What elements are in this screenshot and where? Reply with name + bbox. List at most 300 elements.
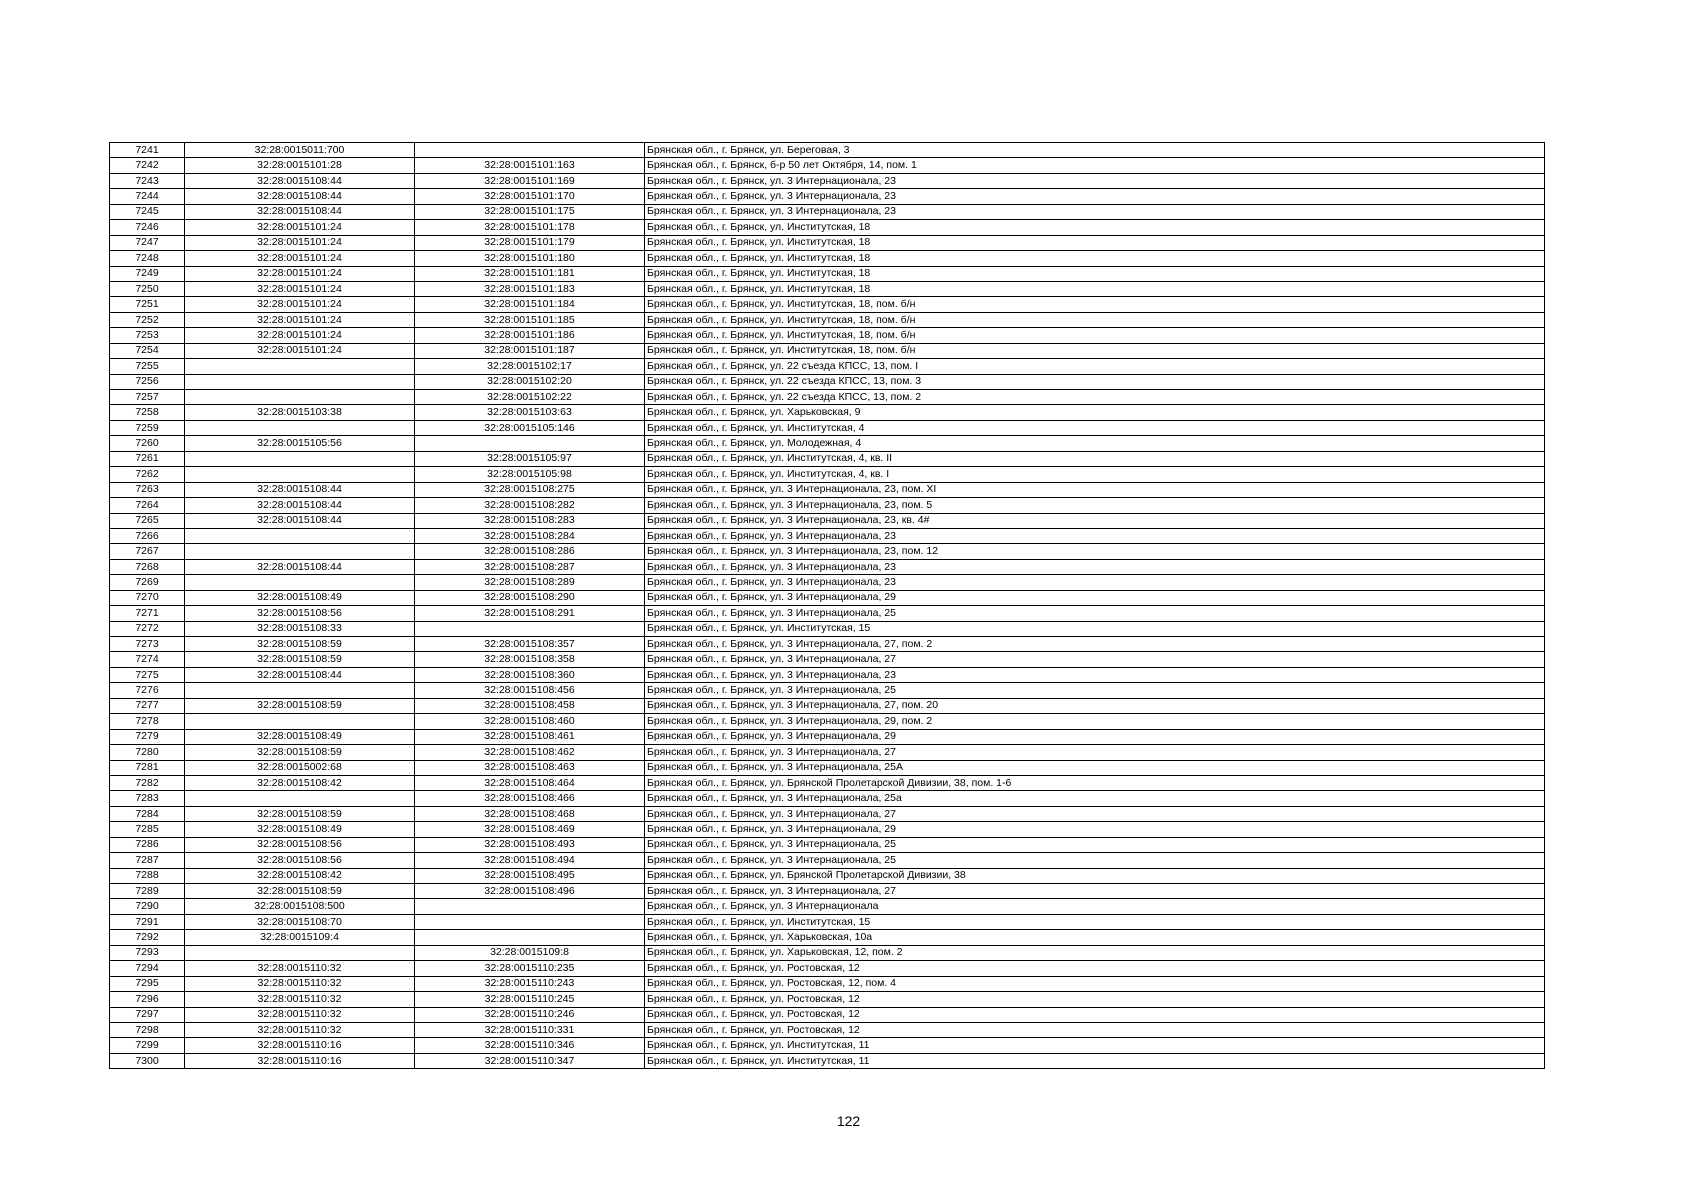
quarter-number-cell: 32:28:0015101:24	[185, 235, 415, 250]
row-number-cell: 7297	[110, 1007, 185, 1022]
quarter-number-cell: 32:28:0015108:44	[185, 513, 415, 528]
table-row	[110, 158, 1545, 173]
quarter-number-cell: 32:28:0015108:49	[185, 590, 415, 605]
row-number-cell: 7268	[110, 559, 185, 574]
table-row	[110, 698, 1545, 713]
row-number-cell: 7282	[110, 775, 185, 790]
address-cell: Брянская обл., г. Брянск, ул. Институтская, 18	[645, 220, 1545, 235]
table-row	[110, 806, 1545, 821]
cadastral-number-cell: 32:28:0015101:187	[415, 343, 645, 358]
cadastral-number-cell: 32:28:0015102:20	[415, 374, 645, 389]
cadastral-number-cell: 32:28:0015105:98	[415, 467, 645, 482]
cadastral-number-cell: 32:28:0015108:495	[415, 868, 645, 883]
table-row	[110, 961, 1545, 976]
cadastral-number-cell: 32:28:0015101:170	[415, 189, 645, 204]
row-number-cell: 7246	[110, 220, 185, 235]
row-number-cell: 7248	[110, 251, 185, 266]
cadastral-number-cell: 32:28:0015110:331	[415, 1022, 645, 1037]
row-number-cell: 7260	[110, 436, 185, 451]
row-number-cell: 7254	[110, 343, 185, 358]
address-cell: Брянская обл., г. Брянск, ул. 3 Интернационала, 27	[645, 806, 1545, 821]
table-row	[110, 498, 1545, 513]
quarter-number-cell	[185, 714, 415, 729]
quarter-number-cell: 32:28:0015101:24	[185, 251, 415, 266]
table-row	[110, 775, 1545, 790]
cadastral-number-cell: 32:28:0015108:493	[415, 837, 645, 852]
address-cell: Брянская обл., г. Брянск, ул. 3 Интернационала, 23, пом. 5	[645, 498, 1545, 513]
address-cell: Брянская обл., г. Брянск, ул. Харьковская, 12, пом. 2	[645, 945, 1545, 960]
table-row	[110, 482, 1545, 497]
row-number-cell: 7265	[110, 513, 185, 528]
address-cell: Брянская обл., г. Брянск, ул. Институтская, 15	[645, 621, 1545, 636]
row-number-cell: 7253	[110, 328, 185, 343]
address-cell: Брянская обл., г. Брянск, ул. Институтская, 18	[645, 281, 1545, 296]
address-cell: Брянская обл., г. Брянск, ул. Институтская, 18	[645, 251, 1545, 266]
quarter-number-cell: 32:28:0015110:32	[185, 976, 415, 991]
row-number-cell: 7247	[110, 235, 185, 250]
table-row	[110, 374, 1545, 389]
row-number-cell: 7289	[110, 884, 185, 899]
address-cell: Брянская обл., г. Брянск, ул. 22 съезда КПСС, 13, пом. 3	[645, 374, 1545, 389]
quarter-number-cell: 32:28:0015101:24	[185, 343, 415, 358]
row-number-cell: 7274	[110, 652, 185, 667]
address-cell: Брянская обл., г. Брянск, ул. Институтская, 18	[645, 235, 1545, 250]
cadastral-number-cell: 32:28:0015110:347	[415, 1053, 645, 1068]
row-number-cell: 7259	[110, 420, 185, 435]
quarter-number-cell: 32:28:0015108:44	[185, 482, 415, 497]
address-cell: Брянская обл., г. Брянск, ул. Институтская, 18, пом. б/н	[645, 297, 1545, 312]
quarter-number-cell: 32:28:0015101:24	[185, 297, 415, 312]
cadastral-number-cell: 32:28:0015108:275	[415, 482, 645, 497]
quarter-number-cell: 32:28:0015110:32	[185, 961, 415, 976]
table-row	[110, 266, 1545, 281]
table-row	[110, 559, 1545, 574]
table-row	[110, 436, 1545, 451]
quarter-number-cell: 32:28:0015108:59	[185, 806, 415, 821]
quarter-number-cell: 32:28:0015110:32	[185, 992, 415, 1007]
quarter-number-cell: 32:28:0015108:59	[185, 652, 415, 667]
register-body	[110, 143, 1545, 1069]
table-row	[110, 930, 1545, 945]
row-number-cell: 7283	[110, 791, 185, 806]
address-cell: Брянская обл., г. Брянск, ул. 3 Интернационала, 23	[645, 189, 1545, 204]
table-row	[110, 621, 1545, 636]
cadastral-number-cell: 32:28:0015110:346	[415, 1038, 645, 1053]
cadastral-number-cell: 32:28:0015108:289	[415, 575, 645, 590]
table-row	[110, 1022, 1545, 1037]
quarter-number-cell	[185, 945, 415, 960]
address-cell: Брянская обл., г. Брянск, ул. 3 Интернационала, 23	[645, 528, 1545, 543]
cadastral-number-cell: 32:28:0015108:357	[415, 637, 645, 652]
row-number-cell: 7269	[110, 575, 185, 590]
row-number-cell: 7296	[110, 992, 185, 1007]
table-row	[110, 637, 1545, 652]
address-cell: Брянская обл., г. Брянск, ул. Ростовская, 12, пом. 4	[645, 976, 1545, 991]
cadastral-number-cell: 32:28:0015108:466	[415, 791, 645, 806]
row-number-cell: 7256	[110, 374, 185, 389]
address-cell: Брянская обл., г. Брянск, ул. Институтская, 15	[645, 914, 1545, 929]
table-row	[110, 281, 1545, 296]
quarter-number-cell	[185, 451, 415, 466]
quarter-number-cell	[185, 544, 415, 559]
quarter-number-cell: 32:28:0015108:59	[185, 745, 415, 760]
row-number-cell: 7280	[110, 745, 185, 760]
cadastral-number-cell: 32:28:0015108:460	[415, 714, 645, 729]
row-number-cell: 7263	[110, 482, 185, 497]
row-number-cell: 7275	[110, 667, 185, 682]
quarter-number-cell	[185, 528, 415, 543]
table-row	[110, 451, 1545, 466]
address-cell: Брянская обл., г. Брянск, ул. 3 Интернационала, 23, пом. 12	[645, 544, 1545, 559]
cadastral-number-cell	[415, 143, 645, 158]
cadastral-number-cell: 32:28:0015101:185	[415, 312, 645, 327]
address-cell: Брянская обл., г. Брянск, ул. Береговая, 3	[645, 143, 1545, 158]
cadastral-number-cell: 32:28:0015101:178	[415, 220, 645, 235]
table-row	[110, 143, 1545, 158]
cadastral-number-cell: 32:28:0015108:464	[415, 775, 645, 790]
cadastral-number-cell: 32:28:0015108:496	[415, 884, 645, 899]
table-row	[110, 590, 1545, 605]
cadastral-number-cell: 32:28:0015108:462	[415, 745, 645, 760]
quarter-number-cell: 32:28:0015110:32	[185, 1007, 415, 1022]
address-cell: Брянская обл., г. Брянск, ул. 3 Интернационала, 23	[645, 204, 1545, 219]
table-row	[110, 390, 1545, 405]
quarter-number-cell: 32:28:0015108:49	[185, 822, 415, 837]
address-cell: Брянская обл., г. Брянск, ул. 22 съезда КПСС, 13, пом. I	[645, 359, 1545, 374]
row-number-cell: 7244	[110, 189, 185, 204]
row-number-cell: 7270	[110, 590, 185, 605]
address-cell: Брянская обл., г. Брянск, ул. 3 Интернационала, 27	[645, 652, 1545, 667]
cadastral-number-cell: 32:28:0015101:163	[415, 158, 645, 173]
quarter-number-cell	[185, 420, 415, 435]
cadastral-number-cell	[415, 914, 645, 929]
row-number-cell: 7292	[110, 930, 185, 945]
address-cell: Брянская обл., г. Брянск, ул. 3 Интернационала, 23, кв. 4#	[645, 513, 1545, 528]
row-number-cell: 7299	[110, 1038, 185, 1053]
cadastral-number-cell: 32:28:0015108:290	[415, 590, 645, 605]
address-cell: Брянская обл., г. Брянск, ул. Молодежная, 4	[645, 436, 1545, 451]
address-cell: Брянская обл., г. Брянск, ул. Ростовская, 12	[645, 1022, 1545, 1037]
table-row	[110, 853, 1545, 868]
row-number-cell: 7251	[110, 297, 185, 312]
quarter-number-cell: 32:28:0015101:24	[185, 220, 415, 235]
cadastral-number-cell: 32:28:0015108:286	[415, 544, 645, 559]
row-number-cell: 7290	[110, 899, 185, 914]
row-number-cell: 7278	[110, 714, 185, 729]
cadastral-number-cell: 32:28:0015108:468	[415, 806, 645, 821]
quarter-number-cell: 32:28:0015108:59	[185, 698, 415, 713]
address-cell: Брянская обл., г. Брянск, ул. Институтская, 18, пом. б/н	[645, 328, 1545, 343]
row-number-cell: 7252	[110, 312, 185, 327]
quarter-number-cell	[185, 575, 415, 590]
quarter-number-cell: 32:28:0015101:24	[185, 266, 415, 281]
page-number: 122	[836, 1113, 861, 1129]
address-cell: Брянская обл., г. Брянск, ул. Институтская, 4, кв. II	[645, 451, 1545, 466]
table-row	[110, 683, 1545, 698]
cadastral-number-cell: 32:28:0015101:186	[415, 328, 645, 343]
cadastral-number-cell: 32:28:0015108:291	[415, 606, 645, 621]
quarter-number-cell: 32:28:0015011:700	[185, 143, 415, 158]
address-cell: Брянская обл., г. Брянск, ул. 3 Интернационала, 25	[645, 606, 1545, 621]
cadastral-number-cell: 32:28:0015108:287	[415, 559, 645, 574]
address-cell: Брянская обл., г. Брянск, ул. Ростовская, 12	[645, 1007, 1545, 1022]
quarter-number-cell	[185, 390, 415, 405]
row-number-cell: 7266	[110, 528, 185, 543]
address-cell: Брянская обл., г. Брянск, ул. 3 Интернационала, 27, пом. 20	[645, 698, 1545, 713]
cadastral-number-cell: 32:28:0015110:243	[415, 976, 645, 991]
row-number-cell: 7277	[110, 698, 185, 713]
quarter-number-cell: 32:28:0015108:44	[185, 204, 415, 219]
table-row	[110, 899, 1545, 914]
cadastral-number-cell: 32:28:0015108:461	[415, 729, 645, 744]
table-row	[110, 652, 1545, 667]
table-row	[110, 868, 1545, 883]
table-row	[110, 1007, 1545, 1022]
row-number-cell: 7255	[110, 359, 185, 374]
row-number-cell: 7250	[110, 281, 185, 296]
address-cell: Брянская обл., г. Брянск, ул. 3 Интернационала, 25а	[645, 791, 1545, 806]
address-cell: Брянская обл., г. Брянск, ул. Институтская, 18	[645, 266, 1545, 281]
quarter-number-cell: 32:28:0015108:59	[185, 884, 415, 899]
row-number-cell: 7258	[110, 405, 185, 420]
row-number-cell: 7261	[110, 451, 185, 466]
cadastral-number-cell: 32:28:0015101:179	[415, 235, 645, 250]
table-row	[110, 189, 1545, 204]
quarter-number-cell: 32:28:0015108:42	[185, 775, 415, 790]
row-number-cell: 7267	[110, 544, 185, 559]
row-number-cell: 7288	[110, 868, 185, 883]
address-cell: Брянская обл., г. Брянск, ул. 3 Интернационала, 29	[645, 822, 1545, 837]
table-row	[110, 914, 1545, 929]
address-cell: Брянская обл., г. Брянск, ул. Институтская, 4, кв. I	[645, 467, 1545, 482]
cadastral-number-cell: 32:28:0015108:282	[415, 498, 645, 513]
cadastral-number-cell: 32:28:0015108:458	[415, 698, 645, 713]
address-cell: Брянская обл., г. Брянск, ул. 3 Интернационала	[645, 899, 1545, 914]
table-row	[110, 1053, 1545, 1068]
cadastral-number-cell	[415, 621, 645, 636]
quarter-number-cell: 32:28:0015108:42	[185, 868, 415, 883]
table-row	[110, 467, 1545, 482]
address-cell: Брянская обл., г. Брянск, ул. Харьковская, 9	[645, 405, 1545, 420]
cadastral-number-cell: 32:28:0015105:97	[415, 451, 645, 466]
address-cell: Брянская обл., г. Брянск, ул. 22 съезда КПСС, 13, пом. 2	[645, 390, 1545, 405]
row-number-cell: 7273	[110, 637, 185, 652]
address-cell: Брянская обл., г. Брянск, ул. 3 Интернационала, 27	[645, 745, 1545, 760]
table-row	[110, 714, 1545, 729]
cadastral-number-cell: 32:28:0015101:180	[415, 251, 645, 266]
cadastral-number-cell: 32:28:0015108:463	[415, 760, 645, 775]
cadastral-number-cell: 32:28:0015110:246	[415, 1007, 645, 1022]
table-row	[110, 220, 1545, 235]
table-row	[110, 945, 1545, 960]
cadastral-number-cell: 32:28:0015105:146	[415, 420, 645, 435]
address-cell: Брянская обл., г. Брянск, ул. Институтская, 18, пом. б/н	[645, 343, 1545, 358]
quarter-number-cell: 32:28:0015105:56	[185, 436, 415, 451]
cadastral-number-cell: 32:28:0015108:456	[415, 683, 645, 698]
quarter-number-cell	[185, 374, 415, 389]
table-row	[110, 343, 1545, 358]
address-cell: Брянская обл., г. Брянск, ул. Институтская, 11	[645, 1038, 1545, 1053]
cadastral-number-cell: 32:28:0015109:8	[415, 945, 645, 960]
table-row	[110, 837, 1545, 852]
address-cell: Брянская обл., г. Брянск, ул. Брянской Пролетарской Дивизии, 38	[645, 868, 1545, 883]
quarter-number-cell: 32:28:0015002:68	[185, 760, 415, 775]
row-number-cell: 7291	[110, 914, 185, 929]
row-number-cell: 7245	[110, 204, 185, 219]
address-cell: Брянская обл., г. Брянск, ул. Ростовская, 12	[645, 992, 1545, 1007]
address-cell: Брянская обл., г. Брянск, ул. 3 Интернационала, 27, пом. 2	[645, 637, 1545, 652]
address-cell: Брянская обл., г. Брянск, ул. 3 Интернационала, 29	[645, 590, 1545, 605]
row-number-cell: 7241	[110, 143, 185, 158]
address-cell: Брянская обл., г. Брянск, ул. 3 Интернационала, 25	[645, 683, 1545, 698]
row-number-cell: 7264	[110, 498, 185, 513]
table-row	[110, 992, 1545, 1007]
quarter-number-cell: 32:28:0015108:44	[185, 498, 415, 513]
quarter-number-cell: 32:28:0015108:33	[185, 621, 415, 636]
address-cell: Брянская обл., г. Брянск, ул. Институтская, 4	[645, 420, 1545, 435]
quarter-number-cell: 32:28:0015101:24	[185, 312, 415, 327]
cadastral-number-cell: 32:28:0015108:284	[415, 528, 645, 543]
quarter-number-cell	[185, 359, 415, 374]
cadastral-number-cell: 32:28:0015102:22	[415, 390, 645, 405]
table-row	[110, 667, 1545, 682]
address-cell: Брянская обл., г. Брянск, ул. 3 Интернационала, 23	[645, 559, 1545, 574]
quarter-number-cell: 32:28:0015108:44	[185, 667, 415, 682]
quarter-number-cell: 32:28:0015101:24	[185, 328, 415, 343]
quarter-number-cell: 32:28:0015108:49	[185, 729, 415, 744]
cadastral-number-cell: 32:28:0015110:245	[415, 992, 645, 1007]
quarter-number-cell: 32:28:0015110:16	[185, 1053, 415, 1068]
address-cell: Брянская обл., г. Брянск, ул. 3 Интернационала, 23	[645, 667, 1545, 682]
quarter-number-cell: 32:28:0015108:500	[185, 899, 415, 914]
address-cell: Брянская обл., г. Брянск, ул. 3 Интернационала, 23	[645, 173, 1545, 188]
register-table	[109, 142, 1545, 1069]
table-row	[110, 251, 1545, 266]
cadastral-number-cell: 32:28:0015110:235	[415, 961, 645, 976]
row-number-cell: 7298	[110, 1022, 185, 1037]
row-number-cell: 7243	[110, 173, 185, 188]
address-cell: Брянская обл., г. Брянск, ул. Институтская, 18, пом. б/н	[645, 312, 1545, 327]
cadastral-number-cell: 32:28:0015102:17	[415, 359, 645, 374]
cadastral-number-cell: 32:28:0015108:469	[415, 822, 645, 837]
table-row	[110, 822, 1545, 837]
cadastral-number-cell: 32:28:0015101:175	[415, 204, 645, 219]
address-cell: Брянская обл., г. Брянск, ул. Институтская, 11	[645, 1053, 1545, 1068]
quarter-number-cell: 32:28:0015108:44	[185, 189, 415, 204]
quarter-number-cell: 32:28:0015108:44	[185, 173, 415, 188]
cadastral-number-cell: 32:28:0015108:358	[415, 652, 645, 667]
cadastral-number-cell: 32:28:0015108:494	[415, 853, 645, 868]
row-number-cell: 7300	[110, 1053, 185, 1068]
table-row	[110, 328, 1545, 343]
cadastral-number-cell: 32:28:0015101:183	[415, 281, 645, 296]
row-number-cell: 7281	[110, 760, 185, 775]
table-row	[110, 405, 1545, 420]
table-row	[110, 420, 1545, 435]
table-row	[110, 976, 1545, 991]
address-cell: Брянская обл., г. Брянск, ул. 3 Интернационала, 23, пом. XI	[645, 482, 1545, 497]
quarter-number-cell: 32:28:0015110:32	[185, 1022, 415, 1037]
quarter-number-cell: 32:28:0015108:44	[185, 559, 415, 574]
table-row	[110, 359, 1545, 374]
row-number-cell: 7294	[110, 961, 185, 976]
address-cell: Брянская обл., г. Брянск, ул. 3 Интернационала, 25	[645, 853, 1545, 868]
row-number-cell: 7257	[110, 390, 185, 405]
address-cell: Брянская обл., г. Брянск, ул. Ростовская, 12	[645, 961, 1545, 976]
cadastral-number-cell	[415, 899, 645, 914]
address-cell: Брянская обл., г. Брянск, ул. 3 Интернационала, 25А	[645, 760, 1545, 775]
cadastral-number-cell	[415, 436, 645, 451]
address-cell: Брянская обл., г. Брянск, б-р 50 лет Октября, 14, пом. 1	[645, 158, 1545, 173]
row-number-cell: 7271	[110, 606, 185, 621]
cadastral-number-cell: 32:28:0015101:169	[415, 173, 645, 188]
cadastral-number-cell: 32:28:0015101:181	[415, 266, 645, 281]
quarter-number-cell: 32:28:0015108:56	[185, 837, 415, 852]
quarter-number-cell: 32:28:0015101:24	[185, 281, 415, 296]
row-number-cell: 7272	[110, 621, 185, 636]
table-row	[110, 729, 1545, 744]
address-cell: Брянская обл., г. Брянск, ул. Харьковская, 10а	[645, 930, 1545, 945]
row-number-cell: 7249	[110, 266, 185, 281]
table-row	[110, 544, 1545, 559]
table-row	[110, 235, 1545, 250]
row-number-cell: 7295	[110, 976, 185, 991]
quarter-number-cell: 32:28:0015108:70	[185, 914, 415, 929]
address-cell: Брянская обл., г. Брянск, ул. 3 Интернационала, 23	[645, 575, 1545, 590]
address-cell: Брянская обл., г. Брянск, ул. 3 Интернационала, 27	[645, 884, 1545, 899]
table-row	[110, 173, 1545, 188]
cadastral-number-cell: 32:28:0015108:360	[415, 667, 645, 682]
quarter-number-cell	[185, 683, 415, 698]
address-cell: Брянская обл., г. Брянск, ул. 3 Интернационала, 25	[645, 837, 1545, 852]
row-number-cell: 7284	[110, 806, 185, 821]
table-row	[110, 1038, 1545, 1053]
table-row	[110, 791, 1545, 806]
table-row	[110, 297, 1545, 312]
table-row	[110, 606, 1545, 621]
quarter-number-cell: 32:28:0015108:56	[185, 606, 415, 621]
row-number-cell: 7286	[110, 837, 185, 852]
quarter-number-cell: 32:28:0015103:38	[185, 405, 415, 420]
address-cell: Брянская обл., г. Брянск, ул. 3 Интернационала, 29	[645, 729, 1545, 744]
address-cell: Брянская обл., г. Брянск, ул. 3 Интернационала, 29, пом. 2	[645, 714, 1545, 729]
address-cell: Брянская обл., г. Брянск, ул. Брянской Пролетарской Дивизии, 38, пом. 1-6	[645, 775, 1545, 790]
table-row	[110, 528, 1545, 543]
quarter-number-cell	[185, 467, 415, 482]
cadastral-number-cell	[415, 930, 645, 945]
quarter-number-cell: 32:28:0015109:4	[185, 930, 415, 945]
table-row	[110, 312, 1545, 327]
row-number-cell: 7242	[110, 158, 185, 173]
quarter-number-cell: 32:28:0015110:16	[185, 1038, 415, 1053]
quarter-number-cell	[185, 791, 415, 806]
quarter-number-cell: 32:28:0015108:56	[185, 853, 415, 868]
row-number-cell: 7287	[110, 853, 185, 868]
cadastral-number-cell: 32:28:0015103:63	[415, 405, 645, 420]
quarter-number-cell: 32:28:0015101:28	[185, 158, 415, 173]
row-number-cell: 7293	[110, 945, 185, 960]
cadastral-number-cell: 32:28:0015101:184	[415, 297, 645, 312]
table-row	[110, 204, 1545, 219]
table-row	[110, 745, 1545, 760]
row-number-cell: 7276	[110, 683, 185, 698]
row-number-cell: 7262	[110, 467, 185, 482]
quarter-number-cell: 32:28:0015108:59	[185, 637, 415, 652]
table-row	[110, 884, 1545, 899]
table-row	[110, 513, 1545, 528]
table-row	[110, 760, 1545, 775]
row-number-cell: 7279	[110, 729, 185, 744]
